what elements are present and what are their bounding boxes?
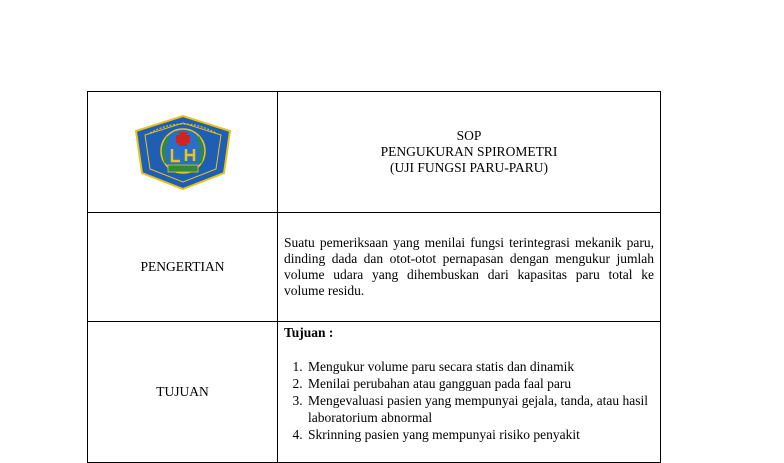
header-row xyxy=(88,92,661,213)
document-title xyxy=(278,92,661,213)
title-line-sop: SOP xyxy=(456,128,482,143)
goals-list xyxy=(284,358,654,443)
definition-row xyxy=(88,213,661,322)
goals-content xyxy=(278,322,661,463)
logo-cell xyxy=(88,92,278,213)
sop-table xyxy=(87,91,661,463)
definition-label: PENGERTIAN xyxy=(88,213,278,322)
list-item: 4. Skrinning pasien yang mempunyai risiko penyakit xyxy=(306,426,654,443)
list-item: 3. Mengevaluasi pasien yang mempunyai gejala, tanda, atau hasil laboratorium abnormal xyxy=(306,392,654,426)
list-item: 1. Mengukur volume paru secara statis dan dinamik xyxy=(306,358,654,375)
definition-text: Suatu pemeriksaan yang menilai fungsi terintegrasi mekanik paru, dinding dada dan otot-otot pernapasan dengan mengukur jumlah volume udara yang dihembuskan dari kapasitas paru total ke volume residu. xyxy=(278,213,661,322)
goals-row xyxy=(88,322,661,463)
title-line-subtitle: (UJI FUNGSI PARU-PARU) xyxy=(389,160,549,175)
list-item: 2. Menilai perubahan atau gangguan pada faal paru xyxy=(306,375,654,392)
title-line-procedure: PENGUKURAN SPIROMETRI xyxy=(380,144,558,159)
institution-logo-icon xyxy=(128,113,238,191)
goals-label: TUJUAN xyxy=(88,322,278,463)
goals-heading: Tujuan : xyxy=(284,325,334,340)
